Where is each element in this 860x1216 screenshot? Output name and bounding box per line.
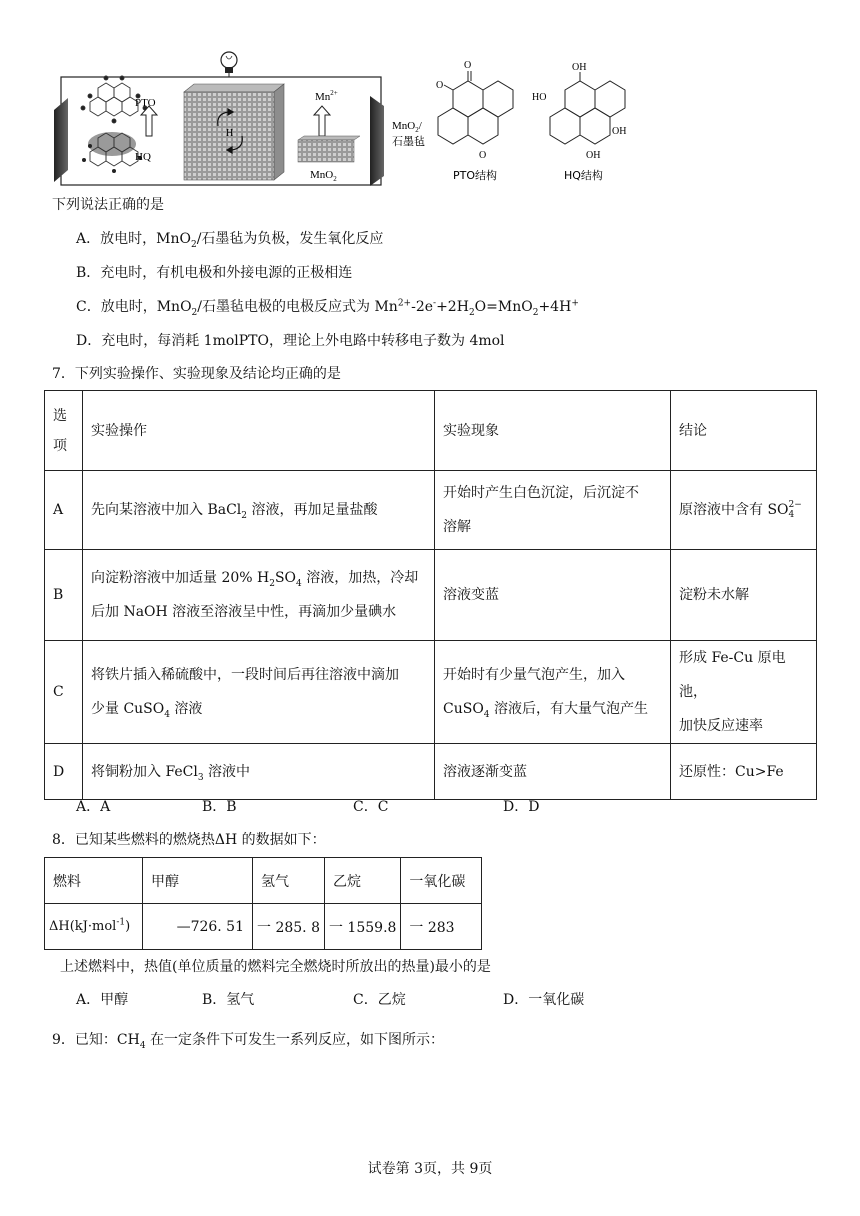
table-header-row <box>45 858 482 904</box>
q7-stem: 7．下列实验操作、实验现象及结论均正确的是 <box>52 366 341 382</box>
q7-choice-c: C．C <box>353 799 389 815</box>
hq-label: HQ <box>135 151 151 163</box>
pto-structure-caption: PTO结构 <box>453 169 498 182</box>
cell-phenomenon: 溶液逐渐变蓝 <box>435 744 671 800</box>
q7-choice-d: D．D <box>503 799 540 815</box>
table-row <box>45 550 817 641</box>
table-row <box>45 904 482 950</box>
electrolyte-cube <box>184 84 284 180</box>
q8-choice-a: A．甲醇 <box>76 992 129 1008</box>
header-cell: 乙烷 <box>324 858 400 904</box>
q6-stem: 下列说法正确的是 <box>52 197 164 213</box>
header-phenomenon: 实验现象 <box>435 391 671 471</box>
header-cell: 一氧化碳 <box>401 858 482 904</box>
header-option: 选 项 <box>45 391 83 471</box>
header-operation: 实验操作 <box>83 391 435 471</box>
header-conclusion: 结论 <box>671 391 817 471</box>
hq-oh-top: OH <box>572 62 587 73</box>
hq-oh-right: OH <box>612 126 627 137</box>
q6-option-a: A．放电时，MnO$_2$/石墨毡为负极，发生氧化反应 <box>76 231 384 250</box>
q7-table <box>44 390 817 800</box>
bulb-icon <box>221 52 237 77</box>
up-arrow-mn-icon <box>314 106 330 136</box>
q6-option-d: D．充电时，每消耗 1molPTO，理论上外电路中转移电子数为 4mol <box>76 333 505 349</box>
pto-o-bottom: O <box>479 150 487 161</box>
row-label: B <box>45 550 83 641</box>
hq-oh-bottom: OH <box>586 150 601 161</box>
header-cell: 甲醇 <box>143 858 253 904</box>
cell-phenomenon: 开始时产生白色沉淀，后沉淀不 溶解 <box>435 471 671 550</box>
mn-ion-label: $Mn^{2+}$ <box>315 89 338 103</box>
electrode-label-felt: 石墨毡 <box>392 135 425 148</box>
row-label: ΔH(kJ·mol$^{-1}$) <box>45 904 143 950</box>
q6-option-c: C．放电时，MnO$_2$/石墨毡电极的电极反应式为 $Mn^{2+}-2e^-+2H_2O=MnO_2+4H^+$ <box>76 298 579 318</box>
page-footer: 试卷第 3页，共 9页 <box>367 1161 493 1177</box>
pto-label: PTO <box>135 97 156 109</box>
q8-question: 上述燃料中，热值(单位质量的燃料完全燃烧时所放出的热量)最小的是 <box>60 959 491 975</box>
cell-operation: 将铁片插入稀硫酸中，一段时间后再往溶液中滴加 少量 CuSO$_4$ 溶液 <box>83 641 435 744</box>
cell-operation: 向淀粉溶液中加适量 20% $H_2SO_4$ 溶液，加热，冷却 后加 NaOH 溶液至溶液呈中性，再滴加少量碘水 <box>83 550 435 641</box>
pto-structure-icon <box>438 71 513 144</box>
q7-choice-a: A．A <box>76 799 111 815</box>
cell-phenomenon: 开始时有少量气泡产生，加入 CuSO$_4$ 溶液后，有大量气泡产生 <box>435 641 671 744</box>
row-label: C <box>45 641 83 744</box>
right-electrode-plate <box>370 96 384 186</box>
row-label: D <box>45 744 83 800</box>
q8-choice-d: D．一氧化碳 <box>503 992 585 1008</box>
up-arrow-icon <box>141 106 157 136</box>
value-cell: —726. 51 <box>143 904 253 950</box>
q8-choice-c: C．乙烷 <box>353 992 406 1008</box>
cell-conclusion: 原溶液中含有 SO2− 4 <box>671 471 817 550</box>
cell-conclusion: 形成 Fe-Cu 原电池， 加快反应速率 <box>671 641 817 744</box>
table-header-row <box>45 391 817 471</box>
cell-phenomenon: 溶液变蓝 <box>435 550 671 641</box>
cell-operation: 将铜粉加入 FeCl$_3$ 溶液中 <box>83 744 435 800</box>
hq-molecule-icon <box>82 132 142 173</box>
hq-ho-left: HO <box>532 92 547 103</box>
header-cell: 氢气 <box>253 858 325 904</box>
q8-stem: 8．已知某些燃料的燃烧热ΔH 的数据如下： <box>52 832 326 848</box>
q8-choice-b: B．氢气 <box>202 992 255 1008</box>
q8-table <box>44 857 482 950</box>
value-cell: 一 283 <box>401 904 482 950</box>
hq-structure-caption: HQ结构 <box>564 169 603 182</box>
table-row <box>45 641 817 744</box>
cell-conclusion: 淀粉未水解 <box>671 550 817 641</box>
value-cell: 一 285. 8 <box>253 904 325 950</box>
q9-stem: 9．已知：$CH_4$ 在一定条件下可发生一系列反应，如下图所示： <box>52 1032 445 1051</box>
row-label: A <box>45 471 83 550</box>
pto-o-top: O <box>464 60 472 71</box>
electrode-label-mno2: MnO$_2$/ <box>392 120 422 134</box>
battery-diagram <box>48 48 633 193</box>
mno2-label: MnO$_2$ <box>310 169 337 183</box>
cell-conclusion: 还原性：Cu>Fe <box>671 744 817 800</box>
q6-option-b: B．充电时，有机电极和外接电源的正极相连 <box>76 265 353 281</box>
h-label: H <box>226 128 234 139</box>
header-cell: 燃料 <box>45 858 143 904</box>
cell-operation: 先向某溶液中加入 BaCl$_2$ 溶液，再加足量盐酸 <box>83 471 435 550</box>
table-row <box>45 471 817 550</box>
q7-choice-b: B．B <box>202 799 237 815</box>
value-cell: 一 1559.8 <box>324 904 400 950</box>
pto-o-left: O <box>436 80 444 91</box>
table-row <box>45 744 817 800</box>
left-electrode-plate <box>54 98 68 182</box>
mno2-block <box>298 136 360 162</box>
